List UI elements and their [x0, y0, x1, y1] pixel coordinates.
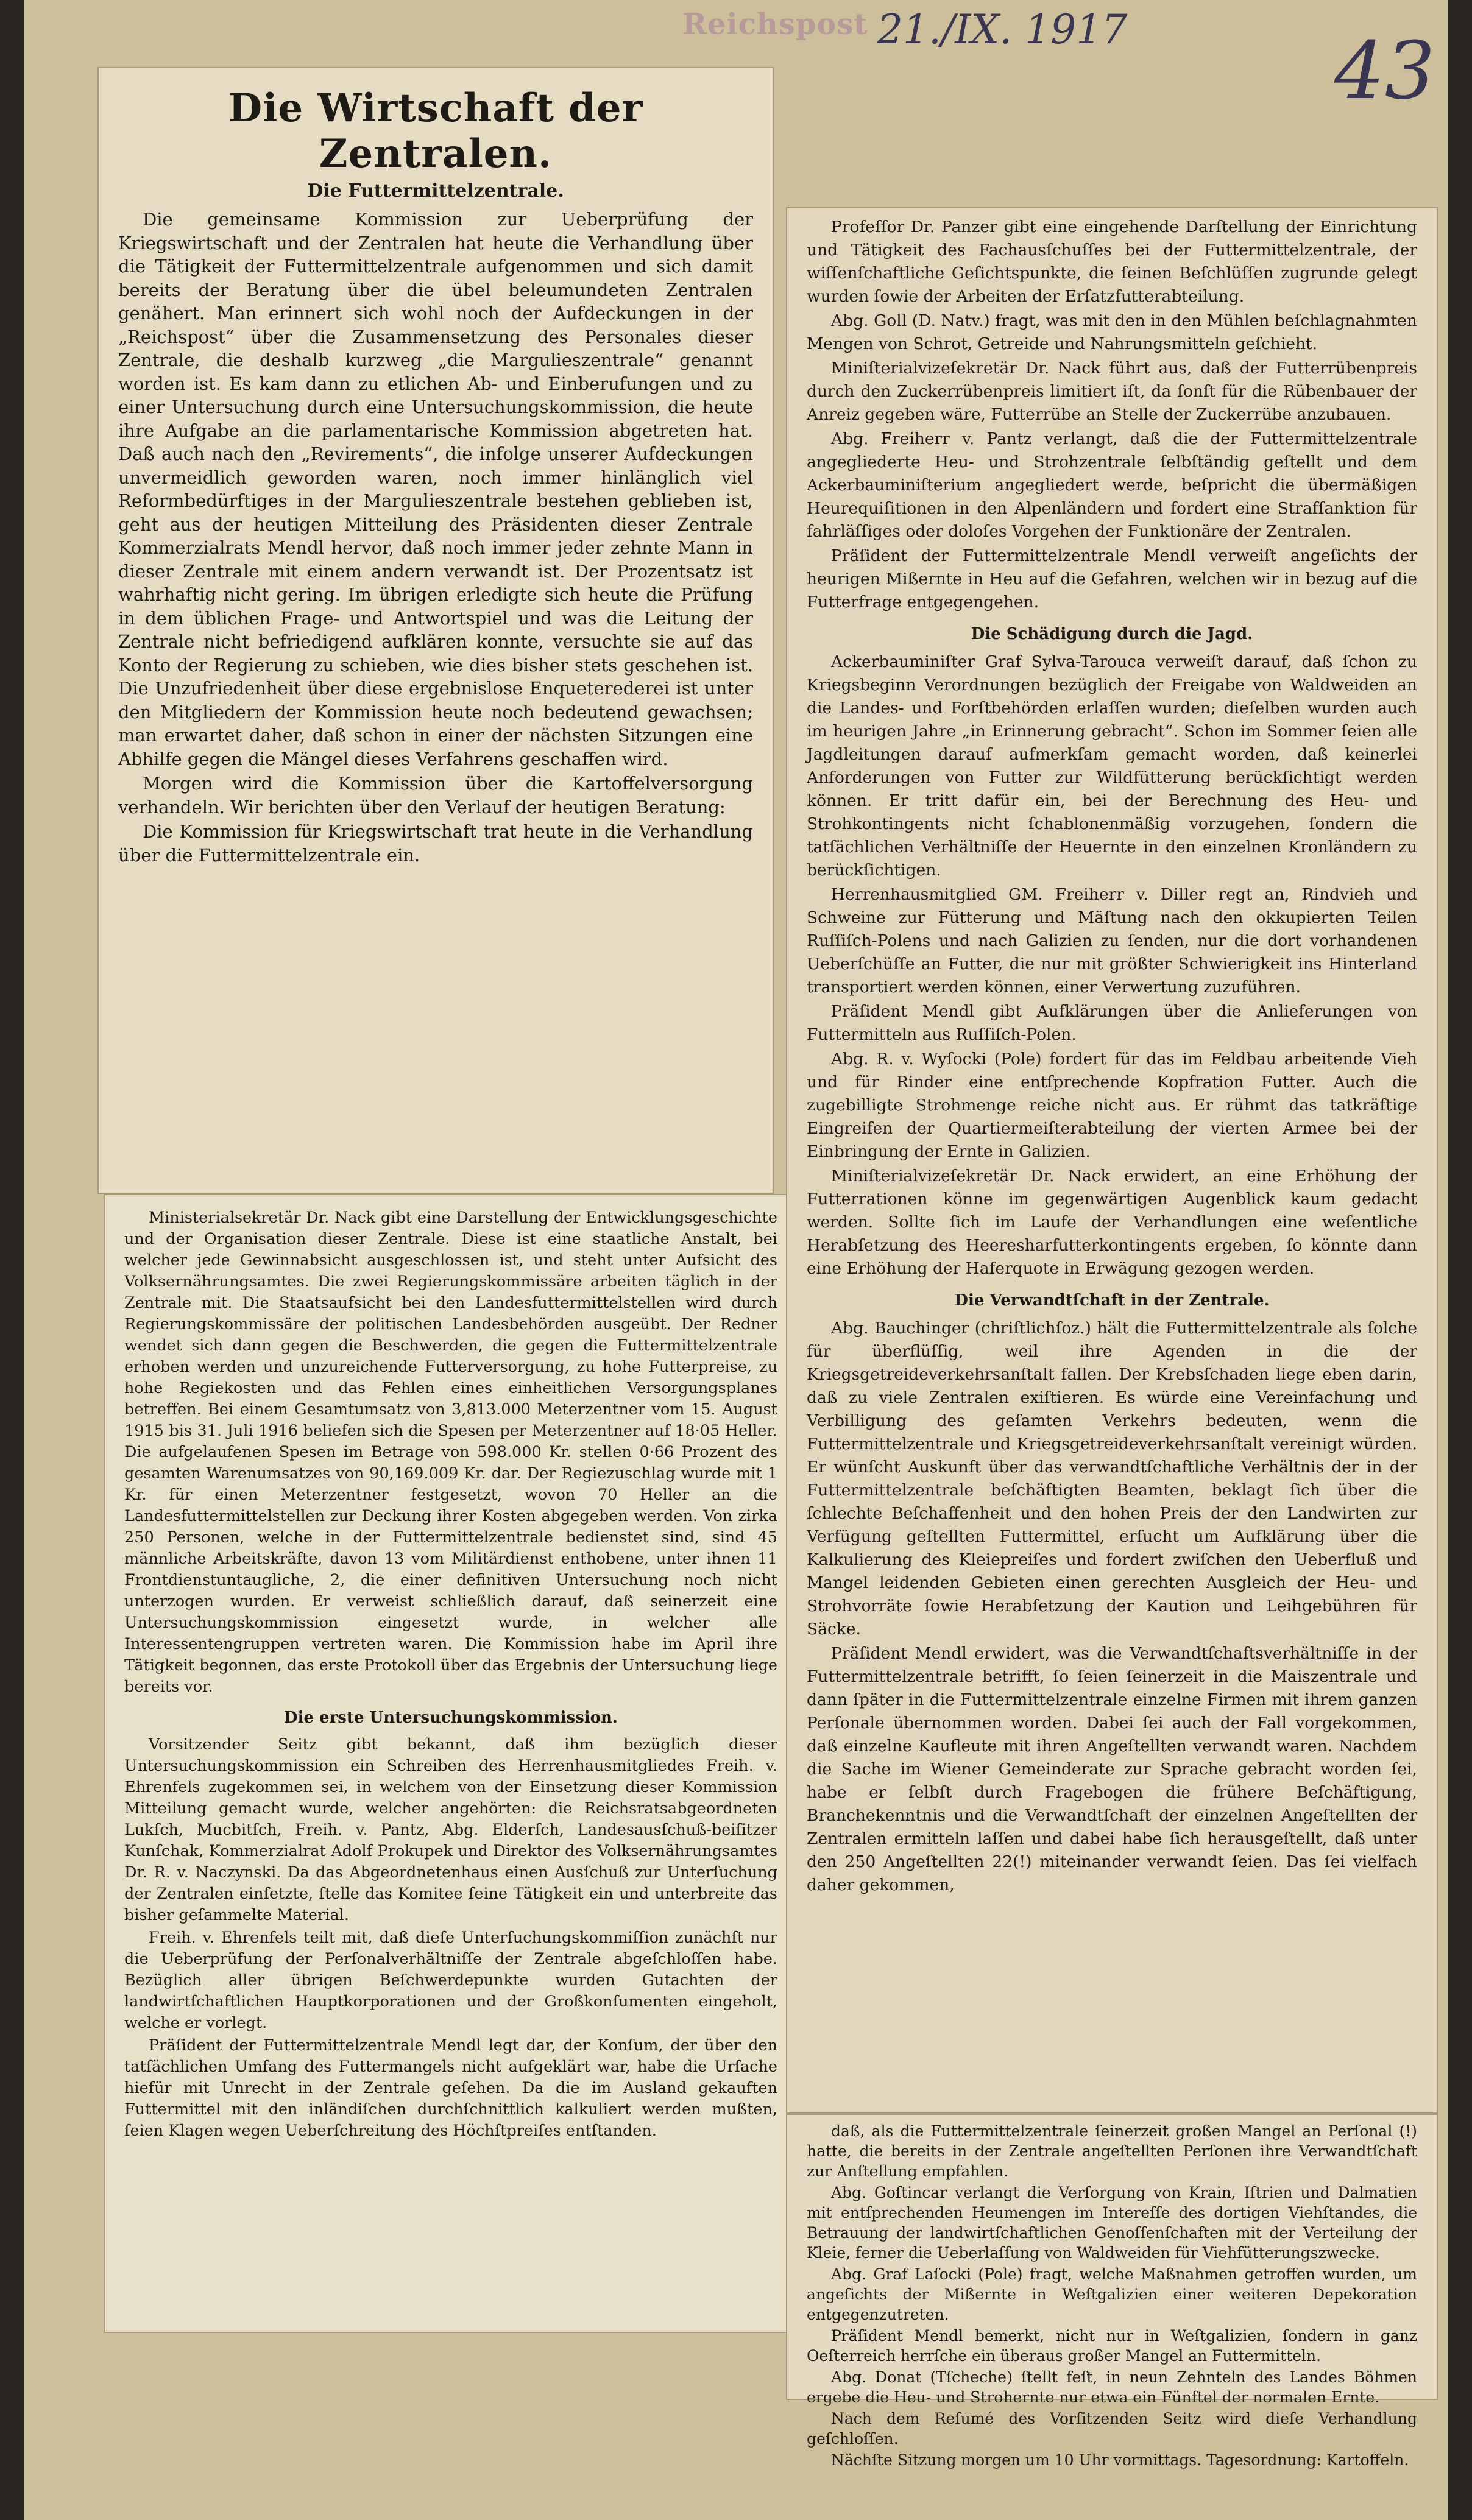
paragraph: Miniſterialvizeſekretär Dr. Nack erwidert, an eine Erhöhung der Futterrationen könne im gegenwärtigen Augenblick kaum gedacht werden. Sollte ſich im Laufe der Verhandlungen eine weſentliche Herabſetzung des Heeresharfutterkontingents ergeben, ſo könnte dann eine Erhöhung der Haferquote in Erwägung gezogen werden.	[807, 1166, 1417, 1278]
paragraph: Präſident Mendl bemerkt, nicht nur in Weſtgalizien, ſondern in ganz Oeſterreich herrſche ein überaus großer Mangel an Futtermitteln.	[807, 2327, 1417, 2365]
paragraph: Abg. Graf Laſocki (Pole) fragt, welche Maßnahmen getroffen wurden, um angeſichts der Mißernte in Weſtgalizien einer weiteren Depekoration entgegenzutreten.	[807, 2265, 1417, 2323]
paragraph: Abg. Goll (D. Natv.) fragt, was mit den in den Mühlen beſchlagnahmten Mengen von Schrot, Getreide und Nahrungsmitteln geſchieht.	[807, 311, 1417, 353]
kinship-text	[807, 1317, 1417, 1897]
clipping-ministerial	[104, 1194, 798, 2333]
clipping-right-column	[786, 207, 1438, 2114]
paragraph: Freih. v. Ehrenfels teilt mit, daß dieſe Unterſuchungskommiſſion zunächſt nur die Ueberprüfung der Perſonalverhältniſſe der Zentrale abgeſchloſſen habe. Bezüglich aller übrigen Beſchwerdepunkte wurden Gutachten der landwirtſchaftlichen Hauptkorporationen und der Großkonſumenten eingeholt, welche er vorlegt.	[124, 1929, 777, 2032]
clipping-intro	[97, 67, 774, 1194]
paragraph: Präſident der Futtermittelzentrale Mendl verweiſt angeſichts der heurigen Mißernte in Heu auf die Gefahren, welchen wir in bezug auf die Futterfrage entgegengehen.	[807, 546, 1417, 612]
paragraph: Die gemeinsame Kommission zur Ueberprüfung der Kriegswirtschaft und der Zentralen hat heute die Verhandlung über die Tätigkeit der Futtermittelzentrale aufgenommen und sich damit bereits der Beratung über die übel beleumundeten Zentralen genähert. Man erinnert sich wohl noch der Aufdeckungen in der „Reichspost“ über die Zusammensetzung des Personales dieser Zentrale, die deshalb kurzweg „die Margulieszentrale“ genannt worden ist. Es kam dann zu etlichen Ab- und Einberufungen und zu einer Untersuchung durch eine Untersuchungskommission, die heute ihre Aufgabe an die parlamentarische Kommission abgetreten hat. Daß auch nach den „Revirements“, die infolge unserer Aufdeckungen unvermeidlich geworden waren, noch immer hinlänglich viel Reformbedürftiges in der Margulieszentrale bestehen geblieben ist, geht aus der heutigen Mitteilung des Präsidenten dieser Zentrale Kommerzialrats Mendl hervor, daß noch immer jeder zehnte Mann in dieser Zentrale mit einem andern verwandt ist. Der Prozentsatz ist wahrhaftig nicht gering. Im übrigen erledigte sich heute die Prüfung in dem üblichen Frage- und Antwortspiel und was die Leitung der Zentrale nicht befriedigend aufklären konnte, versuchte sie auf das Konto der Regierung zu schieben, wie dies bisher stets geschehen ist. Die Unzufriedenheit über diese ergebnislose Enqueteredereі ist unter den Mitgliedern der Kommission heute noch bedeutend gewachsen; man erwartet daher, daß schon in einer der nächsten Sitzungen eine Abhilfe gegen die Mängel dieses Verfahrens geschaffen wird.	[118, 209, 753, 769]
paragraph: Abg. Goſtincar verlangt die Verſorgung von Krain, Iſtrien und Dalmatien mit entſprechenden Heumengen im Intereſſe des dortigen Viehſtandes, die Betrauung der landwirtſchaftlichen Genoſſenſchaften mit der Verteilung der Kleie, ferner die Ueberlaſſung von Waldweiden für Viehfütterungszwecke.	[807, 2184, 1417, 2262]
paragraph: Abg. R. v. Wyſocki (Pole) fordert für das im Feldbau arbeitende Vieh und für Rinder eine entſprechende Kopfration Futter. Auch die zugebilligte Strohmenge reiche nicht aus. Er rühmt das tatkräftige Eingreifen der Quartiermeiſterabteilung der vierten Armee bei der Einbringung der Ernte in Galizien.	[807, 1050, 1417, 1161]
ministerial-text	[124, 1207, 777, 1698]
clipping-closing	[786, 2114, 1438, 2469]
right-column-text	[807, 216, 1417, 614]
intro-text	[118, 208, 753, 867]
commission-text	[124, 1734, 777, 2142]
paragraph: Herrenhausmitglied GM. Freiherr v. Diller regt an, Rindvieh und Schweine zur Fütterung und Mäſtung nach den okkupierten Teilen Ruſſiſch-Polens und nach Galizien zu ſenden, nur die dort vorhandenen Ueberſchüſſe an Futter, die nur mit größter Schwierigkeit ins Hinterland transportiert werden können, einer Verwertung zuzuführen.	[807, 885, 1417, 997]
paragraph: Abg. Bauchinger (chriſtlichſoz.) hält die Futtermittelzentrale als ſolche für überflüſſig, weil ihre Agenden in die der Kriegsgetreideverkehrsanſtalt fallen. Der Krebsſchaden liege eben darin, daß zu viele Zentralen exiſtieren. Es würde eine Vereinfachung und Verbilligung des geſamten Verkehrs bedeuten, wenn die Futtermittelzentrale und Kriegsgetreideverkehrsanſtalt vereinigt würden. Er wünſcht Auskunft über das verwandtſchaftliche Verhältnis der in der Futtermittelzentrale beſchäftigten Beamten, beklagt ſich über die ſchlechte Beſchaffenheit und den hohen Preis der den Landwirten zur Verfügung geſtellten Futtermittel, erſucht um Aufklärung über die Kalkulierung des Kleiepreiſes und fordert zwiſchen den Ueberfluß und Mangel leidenden Gebieten einen gerechten Ausgleich der Heu- und Strohvorräte ſowie Herabſetzung der Kaution und Leihgebühren für Säcke.	[807, 1319, 1417, 1639]
newspaper-stamp: Reichspost	[682, 7, 868, 41]
paragraph: Miniſterialvizeſekretär Dr. Nack führt aus, daß der Futterrübenpreis durch den Zuckerrübenpreis limitiert iſt, da ſonſt für die Rübenbauer der Anreiz gegeben wäre, Futterrübe an Stelle der Zuckerrübe anzubauen.	[807, 359, 1417, 424]
paragraph: Abg. Donat (Tſcheche) ſtellt feſt, in neun Zehnteln des Landes Böhmen ergebe die Heu- und Strohernte nur etwa ein Fünftel der normalen Ernte.	[807, 2368, 1417, 2406]
section-heading: Die erste Untersuchungskommission.	[284, 1709, 618, 1727]
closing-text	[807, 2121, 1417, 2470]
archive-sheet	[24, 0, 1448, 2520]
paragraph: Ministerialsekretär Dr. Nack gibt eine Darstellung der Entwicklungsgeschichte und der Organisation dieser Zentrale. Diese ist eine staatliche Anstalt, bei welcher jede Gewinnabsicht ausgeschlossen ist, und steht unter Aufsicht des Volksernährungsamtes. Die zwei Regierungskommissäre arbeiten täglich in der Zentrale mit. Die Staatsaufsicht bei den Landesfuttermittelstellen wird durch Regierungskommissäre der politischen Landesbehörden ausgeübt. Der Redner wendet sich dann gegen die Beschwerden, die gegen die Futtermittelzentrale erhoben werden und unzureichende Futterversorgung, zu hohe Futterpreise, zu hohe Regiekosten und das Fehlen eines einheitlichen Versorgungsplanes betreffen. Bei einem Gesamtumsatz von 3,813.000 Meterzentner vom 15. August 1915 bis 31. Juli 1916 beliefen sich die Spesen per Meterzentner auf 18·05 Heller. Die aufgelaufenen Spesen im Betrage von 598.000 Kr. stellen 0·66 Prozent des gesamten Warenumsatzes von 90,169.009 Kr. dar. Der Regiezuschlag wurde mit 1 Kr. für einen Meterzentner festgesetzt, wovon 70 Heller an die Landesfuttermittelstellen zur Deckung ihrer Kosten abgegeben werden. Von zirka 250 Personen, welche in der Futtermittelzentrale bedienstet sind, sind 45 männliche Arbeitskräfte, davon 13 vom Militärdienst enthobene, unter ihnen 11 Frontdienstuntaugliche, 2, die einer definitiven Untersuchung noch nicht unterzogen wurden. Er verweist schließlich darauf, daß seinerzeit eine Untersuchungskommission eingesetzt wurde, in welcher alle Interessentengruppen vertreten waren. Die Kommission habe im April ihre Tätigkeit begonnen, das erste Protokoll über das Ergebnis der Untersuchung liege bereits vor.	[124, 1209, 777, 1696]
paragraph: Die Kommission für Kriegswirtschaft trat heute in die Verhandlung über die Futtermittelzentrale ein.	[118, 821, 753, 866]
article-title: Die Wirtschaft der Zentralen.	[228, 85, 643, 177]
paragraph: daß, als die Futtermittelzentrale ſeinerzeit großen Mangel an Perſonal (!) hatte, die bereits in der Zentrale angeſtellten Perſonen ihre Verwandtſchaft zur Anſtellung empfahlen.	[807, 2122, 1417, 2180]
article-subtitle: Die Futtermittelzentrale.	[307, 180, 564, 202]
paragraph: Nach dem Reſumé des Vorſitzenden Seitz wird dieſe Verhandlung geſchloſſen.	[807, 2410, 1417, 2448]
paragraph: Vorsitzender Seitz gibt bekannt, daß ihm bezüglich dieser Untersuchungskommission ein Schreiben des Herrenhausmitgliedes Freih. v. Ehrenfels zugekommen sei, in welchem von der Einsetzung dieser Kommission Mitteilung gemacht wurde, welcher angehörten: die Reichsratsabgeordneten Lukſch, Mucbitſch, Freih. v. Pantz, Abg. Elderſch, Landesausſchuß-beiſitzer Kunſchak, Kommerzialrat Adolf Prokupek und Direktor des Volksernährungsamtes Dr. R. v. Naczynski. Da das Abgeordnetenhaus einen Ausſchuß zur Unterſuchung der Zentralen einſetzte, ſtelle das Komitee ſeine Tätigkeit ein und unterbreite das bisher geſammelte Material.	[124, 1735, 777, 1924]
paragraph: Morgen wird die Kommission über die Kartoffelversorgung verhandeln. Wir berichten über den Verlauf der heutigen Beratung:	[118, 773, 753, 817]
paragraph: Präſident Mendl gibt Aufklärungen über die Anlieferungen von Futtermitteln aus Ruſſiſch-Polen.	[807, 1002, 1417, 1044]
hunting-text	[807, 651, 1417, 1280]
paragraph: Präſident Mendl erwidert, was die Verwandtſchaftsverhältniſſe in der Futtermittelzentrale betrifft, ſo ſeien ſeinerzeit in die Maiszentrale und dann ſpäter in die Futtermittelzentrale einzelne Firmen mit ihrem ganzen Perſonale übernommen worden. Dabei ſei auch der Fall vorgekommen, daß einzelne Kaufleute mit ihren Angeſtellten verwandt waren. Nachdem die Sache im Wiener Gemeinderate zur Sprache gebracht worden ſei, habe er ſelbſt durch Fragebogen die frühere Beſchäftigung, Branchekenntnis und die Verwandtſchaft der einzelnen Angeſtellten der Zentralen ermitteln laſſen und dabei habe ſich herausgeſtellt, daß unter den 250 Angeſtellten 22(!) miteinander verwandt ſeien. Das ſei vielfach daher gekommen,	[807, 1644, 1417, 1894]
section-heading: Die Schädigung durch die Jagd.	[971, 625, 1253, 643]
section-heading: Die Verwandtſchaft in der Zentrale.	[954, 1291, 1270, 1310]
paragraph: Präſident der Futtermittelzentrale Mendl legt dar, der Konſum, der über den tatſächlichen Umfang des Futtermangels nicht aufgeklärt war, habe die Urſache hiefür mit Unrecht in der Zentrale geſehen. Da die im Ausland gekauften Futtermittel mit den inländiſchen durchſchnittlich kalkuliert werden mußten, ſeien Klagen wegen Ueberſchreitung des Höchſtpreiſes entſtanden.	[124, 2036, 777, 2140]
paragraph: Ackerbauminiſter Graf Sylva-Tarouca verweiſt darauf, daß ſchon zu Kriegsbeginn Verordnungen bezüglich der Freigabe von Waldweiden an die Landes- und Forſtbehörden erlaſſen wurden; dieſelben wurden auch im heurigen Jahre „in Erinnerung gebracht“. Schon im Sommer ſeien alle Jagdleitungen darauf aufmerkſam gemacht worden, daß keinerlei Anforderungen von Futter zur Wildfütterung berückſichtigt werden können. Er tritt dafür ein, bei der Berechnung des Heu- und Strohkontingents nicht ſchablonenmäßig vorzugehen, ſondern die tatſächlichen Verhältniſſe der Heuernte in den einzelnen Kronländern zu berückſichtigen.	[807, 652, 1417, 880]
paragraph: Nächſte Sitzung morgen um 10 Uhr vormittags. Tagesordnung: Kartoffeln.	[831, 2451, 1409, 2469]
paragraph: Profeſſor Dr. Panzer gibt eine eingehende Darſtellung der Einrichtung und Tätigkeit des Fachausſchuſſes bei der Futtermittelzentrale, der wiſſenſchaftliche Geſichtspunkte, die ſeinen Beſchlüſſen zugrunde gelegt wurden ſowie der Arbeiten der Erſatzfutterabteilung.	[807, 217, 1417, 306]
handwritten-page-number: 43	[1334, 24, 1435, 117]
handwritten-date: 21./IX. 1917	[877, 6, 1128, 53]
paragraph: Abg. Freiherr v. Pantz verlangt, daß die der Futtermittelzentrale angegliederte Heu- und Strohzentrale ſelbſtändig geſtellt und dem Ackerbauminiſterium angegliedert werde, beſpricht die übermäßigen Heurequiſitionen in den Alpenländern und fordert eine Strafſanktion für fahrläſſiges oder doloſes Vorgehen der Funktionäre der Zentralen.	[807, 429, 1417, 541]
